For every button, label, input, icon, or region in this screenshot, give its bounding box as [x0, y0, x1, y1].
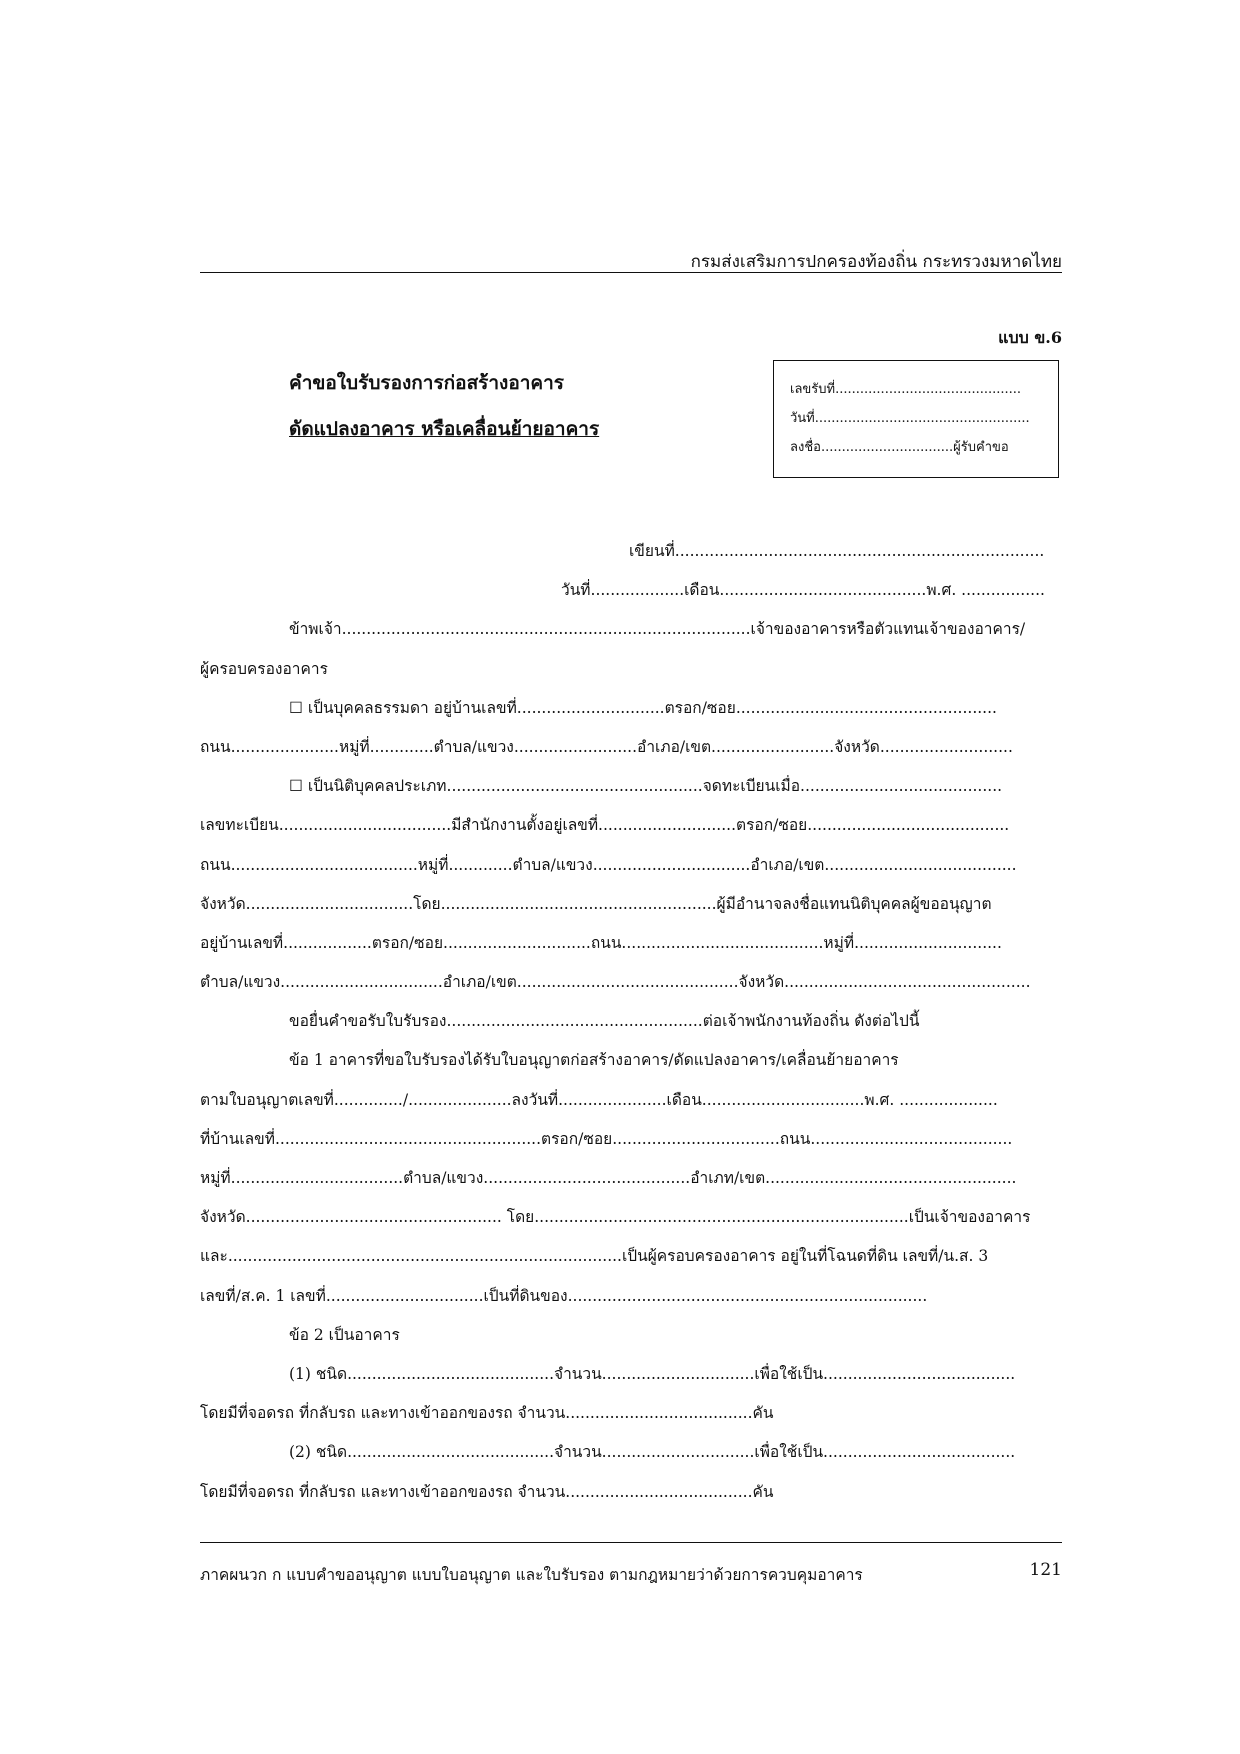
- written-at-line: เขียนที่...........................................................................: [629, 542, 1045, 560]
- item-1-line: ข้อ 1 อาคารที่ขอใบรับรองได้รับใบอนุญาตก่อสร้างอาคาร/ดัดแปลงอาคาร/เคลื่อนย้ายอาคาร: [289, 1051, 899, 1069]
- natural-person-line: ☐ เป็นบุคคลธรรมดา อยู่บ้านเลขที่..............................ตรอก/ซอย.....................................................: [289, 699, 997, 717]
- registration-line: เลขทะเบียน...................................มีสำนักงานตั้งอยู่เลขที่............................ตรอก/ซอย.........................................: [200, 816, 1010, 834]
- receipt-box: [773, 360, 1059, 478]
- form-title-line2: ดัดแปลงอาคาร หรือเคลื่อนย้ายอาคาร: [289, 418, 600, 440]
- building-type-1-line: (1) ชนิด..........................................จำนวน...............................เพื่อใช้เป็น.......................................: [289, 1365, 1016, 1383]
- permit-number-line: ตามใบอนุญาตเลขที่............../.....................ลงวันที่......................เดือน.................................พ.ศ. ....................: [200, 1091, 998, 1109]
- date-line: วันที่...................เดือน..........................................พ.ศ. .................: [561, 581, 1045, 599]
- page-number: 121: [1029, 1560, 1062, 1580]
- footer-rule: [200, 1542, 1062, 1543]
- form-title-line1: คำขอใบรับรองการก่อสร้างอาคาร: [289, 372, 564, 394]
- building-address-line: ที่บ้านเลขที่......................................................ตรอก/ซอย..................................ถนน.........................................: [200, 1130, 1013, 1148]
- item-2-line: ข้อ 2 เป็นอาคาร: [289, 1326, 400, 1344]
- possessor-line: ผู้ครอบครองอาคาร: [200, 660, 328, 678]
- address-line-1: ถนน......................หมู่ที่.............ตำบล/แขวง.........................อำเภอ/เขต.........................จังหวัด...........................: [200, 738, 1013, 756]
- header-organization: กรมส่งเสริมการปกครองท้องถิ่น กระทรวงมหาดไทย: [690, 252, 1062, 272]
- submit-request-line: ขอยื่นคำขอรับใบรับรอง....................................................ต่อเจ้าพนักงานท้องถิ่น ดังต่อไปนี้: [289, 1012, 920, 1030]
- parking-2-line: โดยมีที่จอดรถ ที่กลับรถ และทางเข้าออกของรถ จำนวน......................................คัน: [200, 1483, 774, 1501]
- receipt-date-line: วันที่....................................................: [790, 411, 1030, 426]
- subdistrict-line: ตำบล/แขวง.................................อำเภอ/เขต.............................................จังหวัด..................................................: [200, 973, 1031, 991]
- building-type-2-line: (2) ชนิด..........................................จำนวน...............................เพื่อใช้เป็น.......................................: [289, 1443, 1016, 1461]
- footer-text: ภาคผนวก ก แบบคำขออนุญาต แบบใบอนุญาต และใบรับรอง ตามกฎหมายว่าด้วยการควบคุมอาคาร: [200, 1566, 863, 1584]
- address-line-2: ถนน......................................หมู่ที่.............ตำบล/แขวง................................อำเภอ/เขต.......................................: [200, 856, 1017, 874]
- form-code: แบบ ข.6: [998, 328, 1062, 347]
- province-authorized-line: จังหวัด..................................โดย........................................................ผู้มีอำนาจลงชื่อแทนนิติบุคคลผู้ขออนุญาต: [200, 895, 992, 913]
- receipt-signature-line: ลงชื่อ................................ผู้รับคำขอ: [790, 440, 1009, 455]
- parking-1-line: โดยมีที่จอดรถ ที่กลับรถ และทางเข้าออกของรถ จำนวน......................................คัน: [200, 1404, 774, 1422]
- house-number-line: อยู่บ้านเลขที่..................ตรอก/ซอย..............................ถนน.........................................หมู่ที่..............................: [200, 934, 1002, 952]
- header-rule: [200, 272, 1062, 273]
- receipt-number-line: เลขรับที่.............................................: [790, 382, 1022, 397]
- building-village-line: หมู่ที่...................................ตำบล/แขวง..........................................อำเภท/เขต...................................................: [200, 1169, 1017, 1187]
- applicant-line: ข้าพเจ้า...................................................................................เจ้าของอาคารหรือตัวแทนเจ้าของอาคาร/: [289, 620, 1026, 638]
- land-title-line: เลขที่/ส.ค. 1 เลขที่................................เป็นที่ดินของ.........................................................................: [200, 1287, 928, 1305]
- juristic-person-line: ☐ เป็นนิติบุคคลประเภท....................................................จดทะเบียนเมื่อ.........................................: [289, 777, 1003, 795]
- building-possessor-line: และ................................................................................เป็นผู้ครอบครองอาคาร อยู่ในที่โฉนดที่ดิน เลขที่/น.ส. 3: [200, 1247, 989, 1265]
- building-owner-line: จังหวัด.................................................... โดย............................................................................เป็นเจ้าของอาคาร: [200, 1208, 1031, 1226]
